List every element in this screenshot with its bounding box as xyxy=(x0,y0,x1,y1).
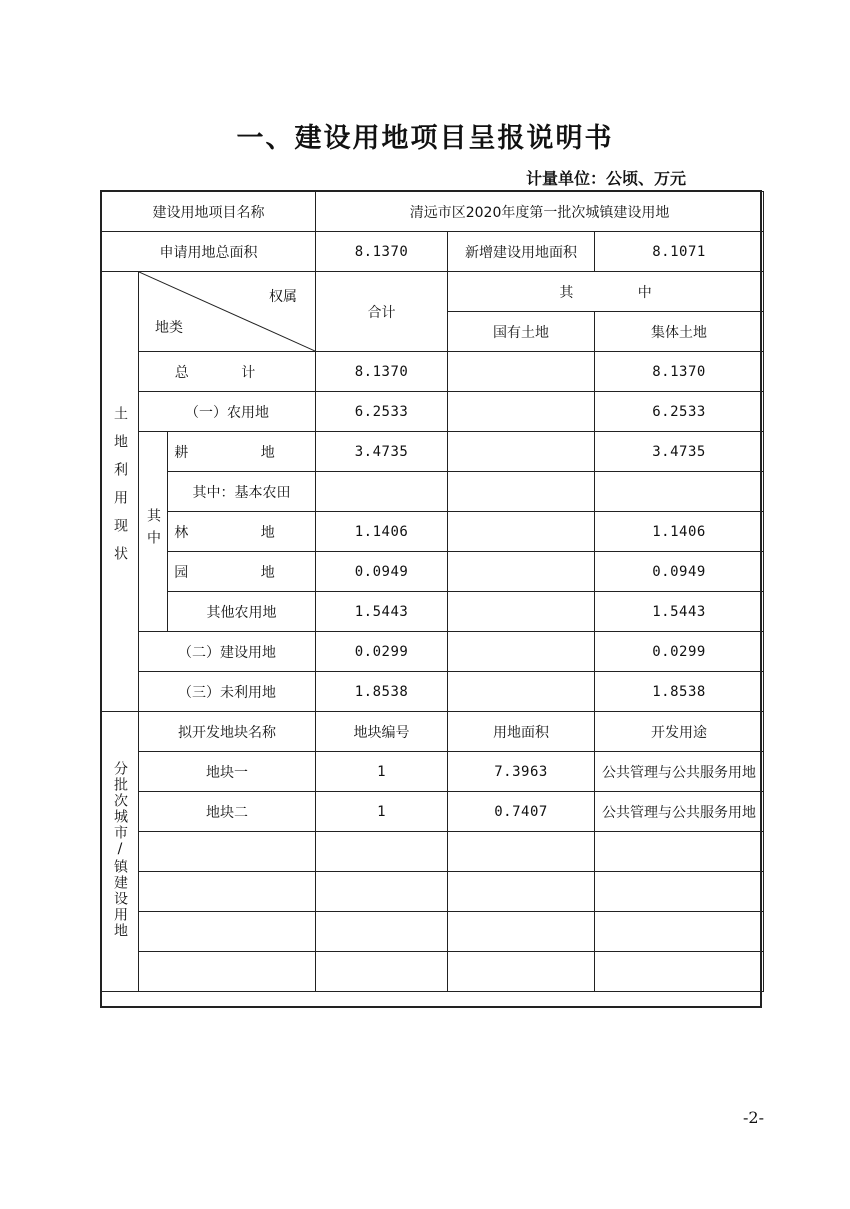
row-state xyxy=(448,672,595,712)
table-row xyxy=(102,392,764,432)
parcel-use: 公共管理与公共服务用地 xyxy=(595,792,764,832)
row-state xyxy=(448,552,595,592)
land-use-section-label xyxy=(102,272,139,712)
row-label: 林 地 xyxy=(168,512,316,552)
row-total: 8.1370 xyxy=(316,352,448,392)
table-row xyxy=(102,552,764,592)
table-row xyxy=(102,752,764,792)
empty-row xyxy=(102,872,764,912)
parcel-no: 1 xyxy=(316,792,448,832)
diagonal-line xyxy=(139,272,315,351)
row-total: 3.4735 xyxy=(316,432,448,472)
empty-cell xyxy=(448,952,595,992)
empty-cell xyxy=(316,832,448,872)
parcel-name: 地块二 xyxy=(139,792,316,832)
col-of-which-header: 其 中 xyxy=(448,272,764,312)
parcel-section-label xyxy=(102,712,139,992)
row-state xyxy=(448,632,595,672)
row-total: 1.5443 xyxy=(316,592,448,632)
parcel-use: 公共管理与公共服务用地 xyxy=(595,752,764,792)
table-row xyxy=(102,632,764,672)
row-label: （二）建设用地 xyxy=(139,632,316,672)
table-row xyxy=(102,472,764,512)
parcel-section-text: 分批次城市/镇建设用地 xyxy=(112,760,128,939)
parcel-no: 1 xyxy=(316,752,448,792)
table-row xyxy=(102,512,764,552)
row-label: （三）未利用地 xyxy=(139,672,316,712)
empty-cell xyxy=(139,872,316,912)
row-total: 0.0949 xyxy=(316,552,448,592)
parcel-name: 地块一 xyxy=(139,752,316,792)
land-use-table xyxy=(101,191,764,992)
diag-top-label: 权属 xyxy=(269,289,298,305)
row-collective: 1.5443 xyxy=(595,592,764,632)
table-row xyxy=(102,432,764,472)
land-use-header-row-1 xyxy=(102,272,764,312)
row-total xyxy=(316,472,448,512)
row-state xyxy=(448,392,595,432)
col-state-header: 国有土地 xyxy=(448,312,595,352)
row-state xyxy=(448,352,595,392)
row-collective: 3.4735 xyxy=(595,432,764,472)
row-label: （一）农用地 xyxy=(139,392,316,432)
empty-cell xyxy=(595,832,764,872)
project-name-value: 清远市区2020年度第一批次城镇建设用地 xyxy=(316,192,764,232)
parcel-header-row xyxy=(102,712,764,752)
col-parcel-no-header: 地块编号 xyxy=(316,712,448,752)
total-area-label: 申请用地总面积 xyxy=(102,232,316,272)
row-collective: 0.0949 xyxy=(595,552,764,592)
empty-cell xyxy=(448,912,595,952)
new-area-value: 8.1071 xyxy=(595,232,764,272)
table-row xyxy=(102,792,764,832)
row-collective: 8.1370 xyxy=(595,352,764,392)
new-area-label: 新增建设用地面积 xyxy=(448,232,595,272)
row-total: 1.8538 xyxy=(316,672,448,712)
row-collective: 6.2533 xyxy=(595,392,764,432)
sub-section-label xyxy=(139,432,168,632)
row-collective: 0.0299 xyxy=(595,632,764,672)
empty-cell xyxy=(595,872,764,912)
col-parcel-area-header: 用地面积 xyxy=(448,712,595,752)
empty-cell xyxy=(595,912,764,952)
row-state xyxy=(448,432,595,472)
unit-note: 计量单位：公顷、万元 xyxy=(525,169,686,188)
diagonal-header-cell xyxy=(139,272,316,352)
page-number: -2- xyxy=(743,1108,764,1127)
empty-cell xyxy=(316,872,448,912)
row-label: 其他农用地 xyxy=(168,592,316,632)
project-name-label: 建设用地项目名称 xyxy=(102,192,316,232)
empty-cell xyxy=(316,912,448,952)
project-name-row xyxy=(102,192,764,232)
empty-cell xyxy=(139,832,316,872)
col-collective-header: 集体土地 xyxy=(595,312,764,352)
row-state xyxy=(448,472,595,512)
diag-bottom-label: 地类 xyxy=(155,320,183,336)
row-total: 6.2533 xyxy=(316,392,448,432)
empty-row xyxy=(102,832,764,872)
empty-row xyxy=(102,952,764,992)
row-label: 总 计 xyxy=(139,352,316,392)
empty-cell xyxy=(139,952,316,992)
empty-cell xyxy=(139,912,316,952)
empty-cell xyxy=(316,952,448,992)
empty-cell xyxy=(595,952,764,992)
parcel-area: 0.7407 xyxy=(448,792,595,832)
document-title: 一、建设用地项目呈报说明书 xyxy=(236,123,614,154)
empty-row xyxy=(102,912,764,952)
total-area-value: 8.1370 xyxy=(316,232,448,272)
sub-section-text: 其中 xyxy=(145,507,161,552)
row-total: 1.1406 xyxy=(316,512,448,552)
row-collective: 1.8538 xyxy=(595,672,764,712)
parcel-area: 7.3963 xyxy=(448,752,595,792)
table-row xyxy=(102,672,764,712)
area-row xyxy=(102,232,764,272)
row-state xyxy=(448,512,595,552)
empty-cell xyxy=(448,872,595,912)
row-label: 耕 地 xyxy=(168,432,316,472)
row-label: 其中：基本农田 xyxy=(168,472,316,512)
empty-cell xyxy=(448,832,595,872)
row-total: 0.0299 xyxy=(316,632,448,672)
col-parcel-name-header: 拟开发地块名称 xyxy=(139,712,316,752)
land-use-section-text: 土地利用现状 xyxy=(112,405,128,574)
col-parcel-use-header: 开发用途 xyxy=(595,712,764,752)
row-collective xyxy=(595,472,764,512)
table-row xyxy=(102,592,764,632)
row-collective: 1.1406 xyxy=(595,512,764,552)
row-state xyxy=(448,592,595,632)
col-total-header: 合计 xyxy=(316,272,448,352)
row-label: 园 地 xyxy=(168,552,316,592)
table-row xyxy=(102,352,764,392)
